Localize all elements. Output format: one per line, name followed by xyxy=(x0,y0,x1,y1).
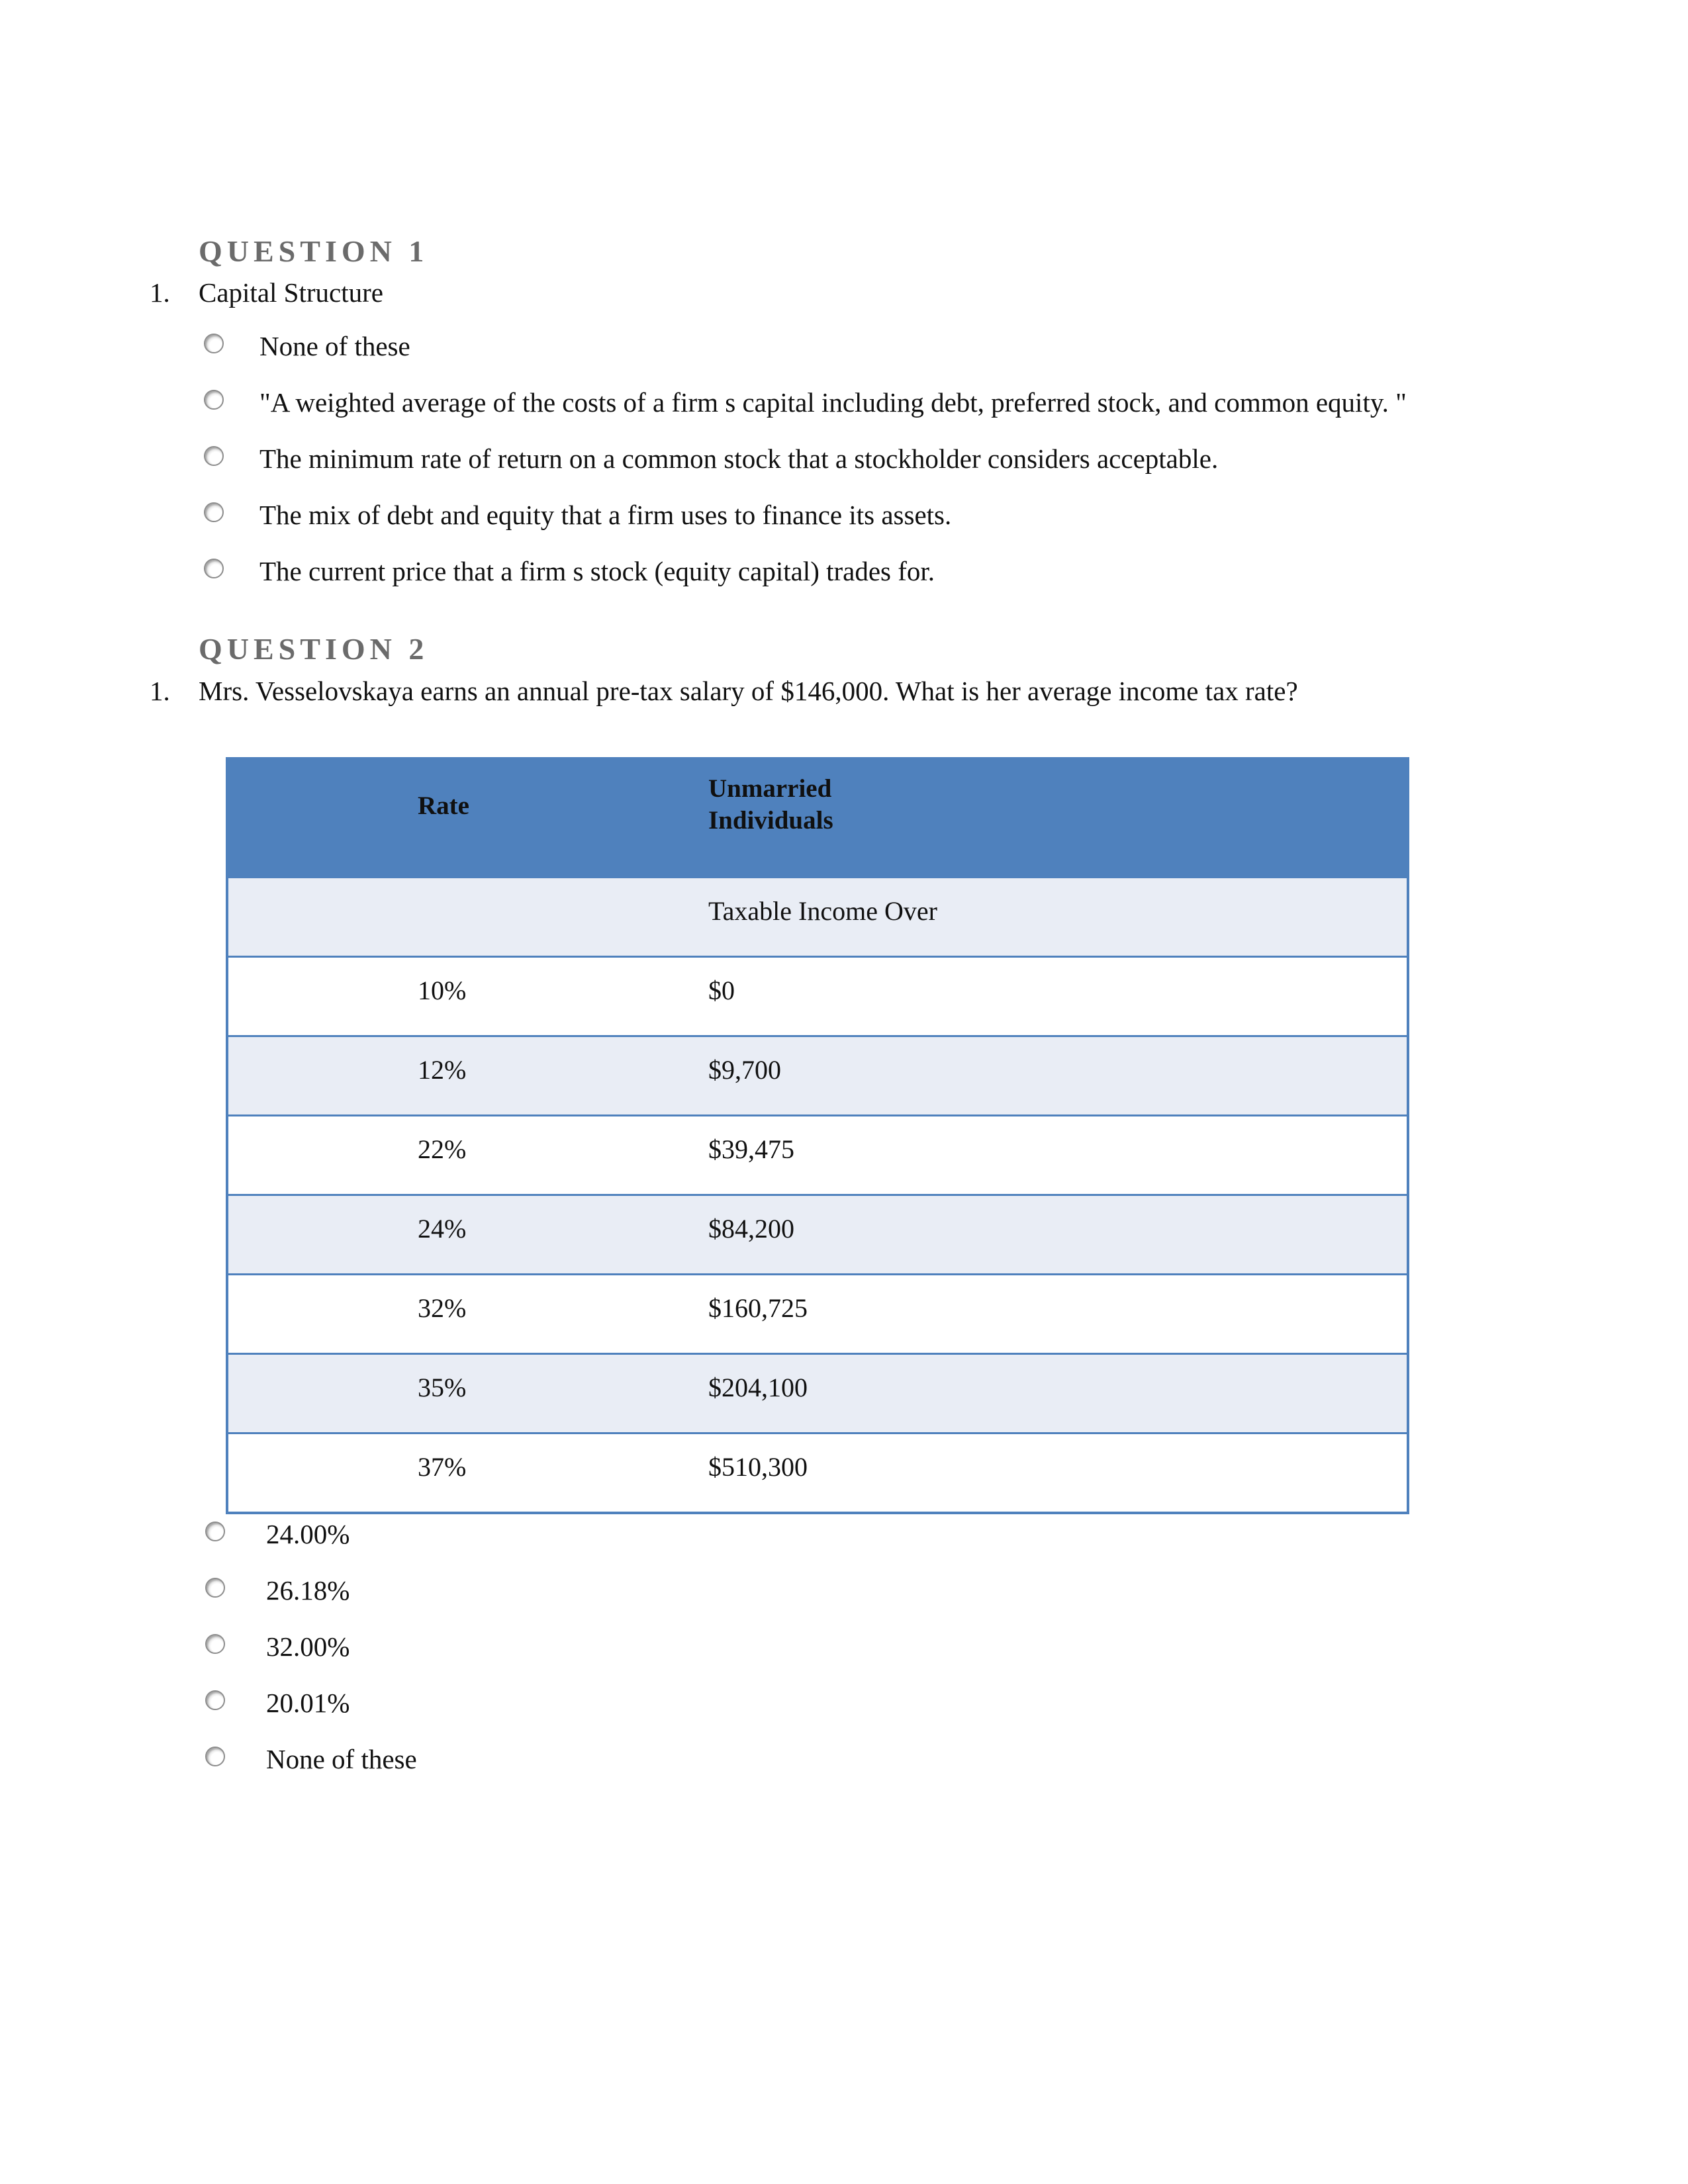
radio-button[interactable] xyxy=(205,1634,225,1654)
income-cell: $39,475 xyxy=(708,1134,794,1164)
q2-option-2-label: 26.18% xyxy=(266,1575,350,1606)
header-unmarried-individuals xyxy=(708,773,833,837)
question-1-number: 1. xyxy=(150,277,170,308)
income-cell: $84,200 xyxy=(708,1214,794,1244)
table-header-row xyxy=(228,760,1407,876)
header-income-line-1: Unmarried xyxy=(708,774,832,803)
radio-button[interactable] xyxy=(204,502,224,522)
radio-button[interactable] xyxy=(204,334,224,353)
q2-option-4-label: 20.01% xyxy=(266,1688,350,1718)
q2-option-1-label: 24.00% xyxy=(266,1519,350,1549)
table-row xyxy=(228,1194,1407,1273)
rate-cell: 22% xyxy=(418,1134,467,1164)
table-row xyxy=(228,1353,1407,1432)
question-1-heading: QUESTION 1 xyxy=(199,234,429,268)
radio-button[interactable] xyxy=(205,1747,225,1766)
income-cell: $160,725 xyxy=(708,1293,808,1323)
q2-option-3-label: 32.00% xyxy=(266,1631,350,1662)
header-rate: Rate xyxy=(418,792,469,820)
rate-cell: 24% xyxy=(418,1214,467,1244)
q1-option-2-label: "A weighted average of the costs of a firm s capital including debt, preferred stock, and common equity. " xyxy=(259,387,1407,418)
income-cell: $9,700 xyxy=(708,1055,781,1085)
table-row xyxy=(228,1115,1407,1194)
rate-cell: 35% xyxy=(418,1373,467,1402)
rate-cell: 37% xyxy=(418,1452,467,1482)
rate-cell: 12% xyxy=(418,1055,467,1085)
question-2-number: 1. xyxy=(150,676,170,706)
q1-option-5-label: The current price that a firm s stock (equity capital) trades for. xyxy=(259,556,935,586)
q1-option-3-label: The minimum rate of return on a common stock that a stockholder considers acceptable. xyxy=(259,443,1219,474)
q2-option-5-label: None of these xyxy=(266,1744,417,1774)
q1-option-4-label: The mix of debt and equity that a firm uses to finance its assets. xyxy=(259,500,952,530)
table-row xyxy=(228,1035,1407,1115)
radio-button[interactable] xyxy=(205,1578,225,1598)
radio-button[interactable] xyxy=(205,1522,225,1541)
radio-button[interactable] xyxy=(205,1690,225,1710)
table-row xyxy=(228,1273,1407,1353)
radio-button[interactable] xyxy=(204,390,224,410)
table-subheader-row xyxy=(228,876,1407,956)
rate-cell: 32% xyxy=(418,1293,467,1323)
question-2-heading: QUESTION 2 xyxy=(199,632,429,666)
rate-cell: 10% xyxy=(418,976,467,1005)
header-income-line-2: Individuals xyxy=(708,806,833,835)
income-cell: $204,100 xyxy=(708,1373,808,1402)
tax-rate-table xyxy=(226,757,1409,1514)
table-row xyxy=(228,956,1407,1035)
radio-button[interactable] xyxy=(204,559,224,578)
question-1-text: Capital Structure xyxy=(199,277,383,308)
income-cell: $510,300 xyxy=(708,1452,808,1482)
subheader-taxable-income: Taxable Income Over xyxy=(708,896,937,926)
q1-option-1-label: None of these xyxy=(259,331,410,361)
income-cell: $0 xyxy=(708,976,735,1005)
radio-button[interactable] xyxy=(204,446,224,466)
question-2-text: Mrs. Vesselovskaya earns an annual pre-tax salary of $146,000. What is her average income tax rate? xyxy=(199,676,1298,706)
table-row xyxy=(228,1432,1407,1512)
